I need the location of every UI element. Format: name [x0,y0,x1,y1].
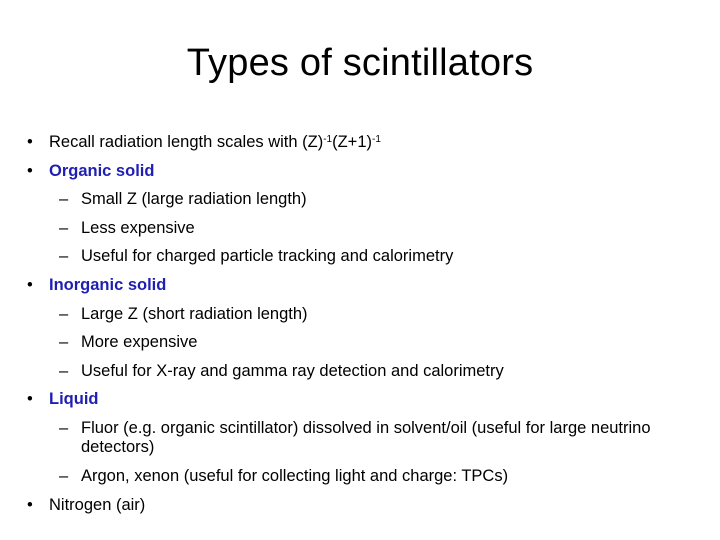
bullet-icon: • [27,495,33,514]
dash-icon: – [59,247,69,266]
heading-organic-solid: Organic solid [49,161,155,180]
sub-item: – Large Z (short radiation length) [27,300,707,329]
sub-item: – Less expensive [27,214,707,243]
bullet-nitrogen [27,491,707,520]
dash-icon: – [59,218,69,237]
bullet-icon: • [27,161,33,180]
bullet-icon: • [27,390,33,409]
bullet-organic-solid [27,157,707,186]
bullet-list [27,128,707,519]
dash-icon: – [59,333,69,352]
bullet-icon: • [27,133,33,151]
dash-icon: – [59,466,69,485]
sub-item: – Fluor (e.g. organic scintillator) dissolved in solvent/oil (useful for large neutrino detectors) [59,418,651,456]
sub-item: – Argon, xenon (useful for collecting light and charge: TPCs) [27,462,707,491]
dash-icon: – [59,418,69,437]
heading-liquid: Liquid [49,390,99,409]
bullet-text: Nitrogen (air) [49,495,146,514]
bullet-radiation-length [27,128,707,157]
bullet-text: Recall radiation length scales with $(Z)^{-1}(Z+1)^{-1}$ [49,133,381,151]
heading-inorganic-solid: Inorganic solid [49,275,167,294]
slide-title: Types of scintillators [186,42,534,84]
bullet-icon: • [27,275,33,294]
sub-item: – Useful for charged particle tracking and calorimetry [27,242,707,271]
dash-icon: – [59,361,69,380]
bullet-inorganic-solid [27,271,707,300]
dash-icon: – [59,190,69,209]
sub-item: – More expensive [27,328,707,357]
sub-item: – Small Z (large radiation length) [27,185,707,214]
bullet-liquid [27,385,707,414]
dash-icon: – [59,304,69,323]
sub-item: – Useful for X-ray and gamma ray detection and calorimetry [27,357,707,386]
